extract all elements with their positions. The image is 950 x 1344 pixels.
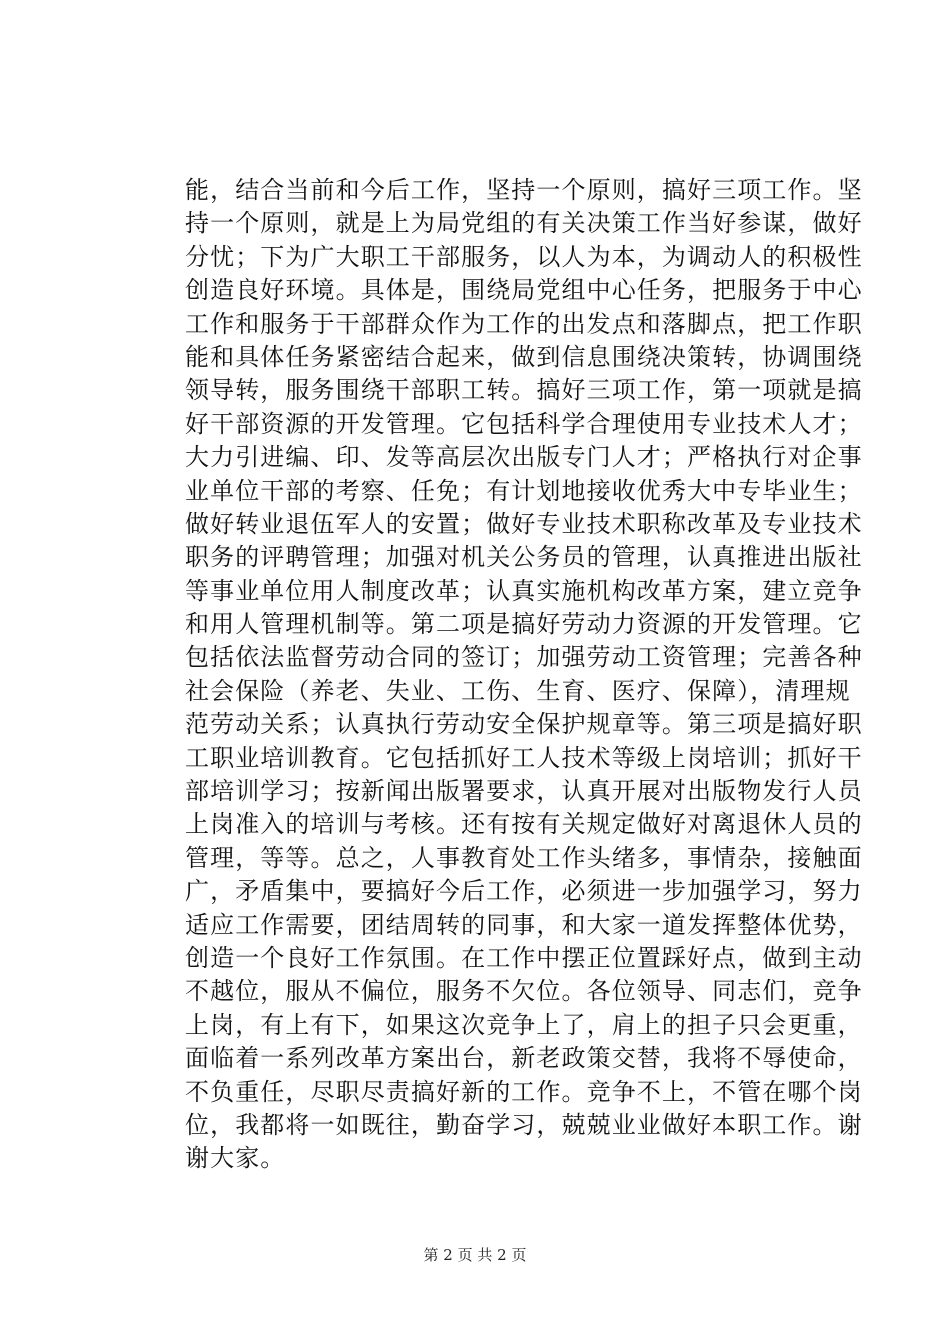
text-line: 面临着一系列改革方案出台，新老政策交替，我将不辱使命， (185, 1044, 863, 1073)
text-line: 能和具体任务紧密结合起来，做到信息围绕决策转，协调围绕 (185, 342, 863, 371)
text-line: 适应工作需要，团结周转的同事，和大家一道发挥整体优势， (185, 910, 863, 939)
text-line: 创造一个良好工作氛围。在工作中摆正位置踩好点，做到主动 (185, 943, 863, 972)
text-line: 范劳动关系；认真执行劳动安全保护规章等。第三项是搞好职 (185, 710, 863, 739)
text-line: 做好转业退伍军人的安置；做好专业技术职称改革及专业技术 (185, 509, 863, 538)
text-line: 能，结合当前和今后工作，坚持一个原则，搞好三项工作。坚 (185, 176, 863, 204)
text-line: 和用人管理机制等。第二项是搞好劳动力资源的开发管理。它 (185, 610, 863, 639)
text-line: 管理，等等。总之，人事教育处工作头绪多，事情杂，接触面 (185, 843, 863, 872)
text-line: 位，我都将一如既往，勤奋学习，兢兢业业做好本职工作。谢 (185, 1110, 863, 1139)
text-line: 持一个原则，就是上为局党组的有关决策工作当好参谋，做好 (185, 209, 863, 238)
text-line: 职务的评聘管理；加强对机关公务员的管理，认真推进出版社 (185, 543, 863, 572)
text-line: 领导转，服务围绕干部职工转。搞好三项工作，第一项就是搞 (185, 376, 863, 405)
text-line: 业单位干部的考察、任免；有计划地接收优秀大中专毕业生； (185, 476, 863, 505)
page-footer: 第 2 页 共 2 页 (423, 1246, 527, 1264)
text-line: 工作和服务于干部群众作为工作的出发点和落脚点，把工作职 (185, 309, 863, 338)
text-line: 大力引进编、印、发等高层次出版专门人才；严格执行对企事 (185, 443, 863, 472)
text-line: 不越位，服从不偏位，服务不欠位。各位领导、同志们，竞争 (185, 977, 863, 1006)
text-line: 广，矛盾集中，要搞好今后工作，必须进一步加强学习，努力 (185, 877, 863, 906)
text-line: 工职业培训教育。它包括抓好工人技术等级上岗培训；抓好干 (185, 743, 863, 772)
text-line: 不负重任，尽职尽责搞好新的工作。竞争不上，不管在哪个岗 (185, 1077, 863, 1106)
text-line: 谢大家。 (185, 1144, 286, 1173)
text-line: 社会保险（养老、失业、工伤、生育、医疗、保障），清理规 (185, 676, 851, 705)
text-line: 上岗，有上有下，如果这次竞争上了，肩上的担子只会更重， (185, 1010, 863, 1039)
text-line: 等事业单位用人制度改革；认真实施机构改革方案，建立竞争 (185, 576, 863, 605)
text-line: 分忧；下为广大职工干部服务，以人为本，为调动人的积极性 (185, 242, 863, 271)
text-line: 包括依法监督劳动合同的签订；加强劳动工资管理；完善各种 (185, 643, 863, 672)
text-line: 部培训学习；按新闻出版署要求，认真开展对出版物发行人员 (185, 777, 863, 806)
text-line: 上岗准入的培训与考核。还有按有关规定做好对离退休人员的 (185, 810, 863, 839)
text-line: 创造良好环境。具体是，围绕局党组中心任务，把服务于中心 (185, 276, 863, 305)
text-line: 好干部资源的开发管理。它包括科学合理使用专业技术人才； (185, 409, 863, 438)
body-paragraph (185, 174, 885, 1176)
